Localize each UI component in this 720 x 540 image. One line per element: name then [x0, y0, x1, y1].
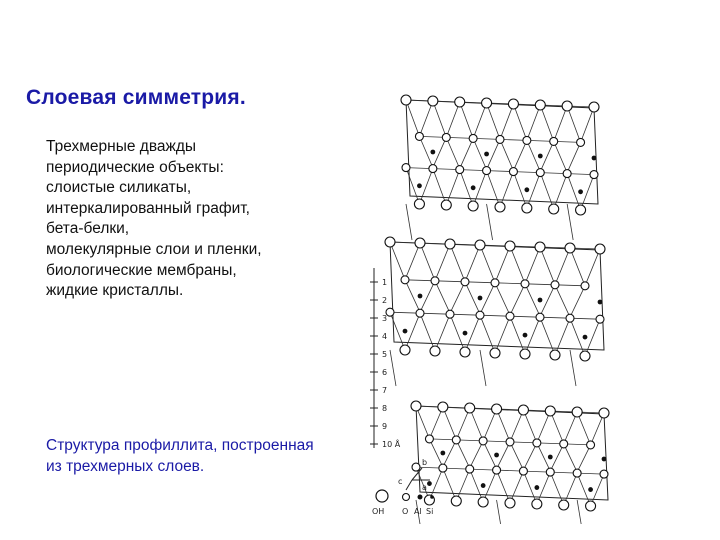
interlayer-bond — [497, 500, 503, 524]
atom-oxygen — [475, 240, 485, 250]
atom-cation — [598, 300, 603, 305]
bond — [585, 249, 600, 286]
scale-tick-label: 3 — [382, 314, 388, 323]
atom-oxygen — [506, 312, 514, 320]
atom-oxygen — [412, 463, 420, 471]
scale-bar — [370, 268, 401, 449]
atom-oxygen — [451, 496, 461, 506]
axis-label-b: b — [422, 458, 428, 467]
atom-oxygen — [505, 498, 515, 508]
atom-oxygen — [414, 199, 424, 209]
atom-cation — [478, 296, 483, 301]
bond — [513, 140, 526, 170]
atom-cation — [583, 335, 588, 340]
atom-oxygen — [476, 311, 484, 319]
atom-oxygen — [521, 280, 529, 288]
atom-cation — [494, 453, 499, 458]
bond — [540, 317, 555, 355]
bond — [446, 137, 459, 168]
atom-oxygen — [460, 347, 470, 357]
atom-oxygen — [595, 244, 605, 254]
atom-oxygen — [546, 468, 554, 476]
legend-oh-icon — [376, 490, 388, 502]
atom-cation — [440, 451, 445, 456]
atom-oxygen — [479, 437, 487, 445]
atom-oxygen — [590, 171, 598, 179]
atom-oxygen — [400, 345, 410, 355]
atom-oxygen — [589, 102, 599, 112]
atom-cation — [548, 455, 553, 460]
atom-oxygen — [431, 277, 439, 285]
atom-oxygen — [430, 346, 440, 356]
atom-oxygen — [452, 436, 460, 444]
legend-label-oh: OH — [372, 507, 385, 516]
atom-oxygen — [535, 100, 545, 110]
bond — [465, 245, 480, 282]
interlayer-bond — [480, 350, 486, 386]
atom-oxygen — [505, 241, 515, 251]
atom-oxygen — [545, 406, 555, 416]
atom-oxygen — [445, 239, 455, 249]
bond — [510, 442, 523, 470]
bond — [567, 106, 580, 142]
atom-cation — [534, 485, 539, 490]
atom-oxygen — [415, 132, 423, 140]
bond — [540, 105, 553, 141]
atom-oxygen — [576, 205, 586, 215]
atom-oxygen — [466, 465, 474, 473]
bond — [473, 103, 486, 138]
atom-oxygen — [559, 500, 569, 510]
atom-oxygen — [429, 165, 437, 173]
bond — [480, 245, 495, 283]
bond — [446, 102, 459, 137]
interlayer-bond — [487, 204, 493, 240]
object-list — [46, 137, 366, 302]
caption-line: Структура профиллита, построенная — [46, 437, 314, 454]
atom-oxygen — [549, 204, 559, 214]
legend-label-si: Si — [426, 507, 434, 516]
atom-cation — [524, 187, 529, 192]
bond — [500, 104, 513, 139]
structure-layers — [385, 95, 609, 524]
atom-oxygen — [386, 308, 394, 316]
atom-oxygen — [401, 276, 409, 284]
atom-oxygen — [491, 279, 499, 287]
bond — [540, 247, 555, 285]
atom-cation — [538, 154, 543, 159]
atom-oxygen — [523, 136, 531, 144]
bond — [513, 104, 526, 140]
scale-tick-label: 8 — [382, 404, 388, 413]
bond — [525, 247, 540, 284]
atom-oxygen — [532, 499, 542, 509]
atom-oxygen — [415, 238, 425, 248]
atom-oxygen — [586, 501, 596, 511]
atom-oxygen — [560, 440, 568, 448]
atom-oxygen — [456, 166, 464, 174]
bond — [420, 313, 435, 351]
bond — [420, 243, 435, 281]
atom-oxygen — [509, 168, 517, 176]
bond — [460, 102, 473, 138]
atom-oxygen — [496, 135, 504, 143]
atom-cation — [578, 189, 583, 194]
atom-oxygen — [572, 407, 582, 417]
bond — [433, 101, 446, 137]
atom-oxygen — [580, 351, 590, 361]
atom-oxygen — [596, 315, 604, 323]
atom-cation — [481, 483, 486, 488]
interlayer-bond — [577, 500, 583, 524]
atom-oxygen — [495, 202, 505, 212]
atom-oxygen — [520, 349, 530, 359]
bond — [510, 284, 525, 315]
atom-oxygen — [442, 133, 450, 141]
atom-oxygen — [562, 101, 572, 111]
bond — [435, 281, 450, 313]
atom-cation — [417, 183, 422, 188]
scale-tick-label: 6 — [382, 368, 388, 377]
atom-oxygen — [493, 466, 501, 474]
bond — [527, 105, 540, 140]
scale-tick-label: 9 — [382, 422, 388, 431]
crystal-structure-figure — [360, 92, 690, 524]
atom-oxygen — [385, 237, 395, 247]
atom-cation — [403, 329, 408, 334]
atom-oxygen — [401, 95, 411, 105]
atom-oxygen — [506, 438, 514, 446]
slide-title: Слоевая симметрия. — [26, 86, 246, 109]
atom-oxygen — [411, 401, 421, 411]
bond — [460, 138, 473, 168]
atom-oxygen — [492, 404, 502, 414]
legend-al-icon — [418, 495, 423, 500]
scale-tick-label: 1 — [382, 278, 388, 287]
bond — [540, 173, 553, 209]
bond — [419, 101, 432, 136]
atom-oxygen — [482, 98, 492, 108]
atom-oxygen — [508, 99, 518, 109]
atom-cation — [471, 185, 476, 190]
atom-oxygen — [536, 169, 544, 177]
atom-oxygen — [577, 138, 585, 146]
atom-cation — [484, 152, 489, 157]
atom-oxygen — [563, 170, 571, 178]
atom-oxygen — [519, 467, 527, 475]
bond — [500, 139, 513, 170]
list-line: интеркалированный графит, — [46, 199, 250, 217]
atom-oxygen — [441, 200, 451, 210]
atom-oxygen — [465, 403, 475, 413]
bond — [500, 172, 513, 207]
bond — [554, 141, 567, 172]
list-line: молекулярные слои и пленки, — [46, 240, 262, 258]
list-line: жидкие кристаллы. — [46, 282, 184, 300]
bond — [577, 445, 590, 472]
bond — [487, 103, 500, 139]
atom-oxygen — [587, 441, 595, 449]
atom-oxygen — [461, 278, 469, 286]
scale-tick-label: 7 — [382, 386, 388, 395]
bond — [390, 242, 405, 280]
atom-oxygen — [439, 464, 447, 472]
bond — [523, 443, 536, 470]
scale-tick-label: 4 — [382, 332, 388, 341]
list-line: периодические объекты: — [46, 158, 224, 176]
atom-legend — [372, 490, 434, 516]
bond — [495, 316, 510, 353]
bond — [495, 283, 510, 315]
scale-tick-label: 5 — [382, 350, 388, 359]
atom-oxygen — [550, 137, 558, 145]
bond — [554, 106, 567, 141]
atom-oxygen — [522, 203, 532, 213]
interlayer-bond — [406, 204, 412, 240]
atom-oxygen — [566, 314, 574, 322]
figure-caption — [46, 436, 376, 477]
atom-oxygen — [416, 309, 424, 317]
list-line: Трехмерные дважды — [46, 138, 197, 155]
bond — [487, 171, 500, 207]
legend-o-icon — [403, 494, 410, 501]
atom-cation — [523, 333, 528, 338]
atom-cation — [588, 487, 593, 492]
bond — [450, 244, 465, 282]
atom-oxygen — [468, 201, 478, 211]
atom-oxygen — [490, 348, 500, 358]
atom-cation — [592, 156, 597, 161]
atom-oxygen — [535, 242, 545, 252]
bond — [495, 246, 510, 283]
legend-label-al: Al — [414, 507, 422, 516]
bond — [555, 318, 570, 355]
caption-line: из трехмерных слоев. — [46, 457, 205, 475]
atom-oxygen — [402, 164, 410, 172]
legend-label-o: O — [402, 507, 409, 516]
bond — [405, 243, 420, 280]
atom-oxygen — [455, 97, 465, 107]
atom-oxygen — [573, 469, 581, 477]
list-line: слоистые силикаты, — [46, 179, 192, 197]
bond — [406, 100, 419, 136]
bond — [433, 169, 446, 205]
atom-cation — [463, 331, 468, 336]
atom-oxygen — [483, 167, 491, 175]
atom-oxygen — [550, 350, 560, 360]
atom-oxygen — [536, 313, 544, 321]
bond — [555, 285, 570, 317]
atom-oxygen — [428, 96, 438, 106]
bond — [510, 246, 525, 284]
bond — [456, 440, 469, 468]
bond — [450, 282, 465, 313]
interlayer-bond — [570, 350, 576, 386]
legend-si-icon — [430, 495, 434, 499]
atom-cation — [538, 298, 543, 303]
scale-tick-label: 10 Å — [382, 440, 401, 449]
atom-oxygen — [478, 497, 488, 507]
atom-oxygen — [581, 282, 589, 290]
atom-cation — [430, 150, 435, 155]
atom-oxygen — [551, 281, 559, 289]
atom-oxygen — [600, 470, 608, 478]
bond — [446, 170, 459, 205]
interlayer-bond — [390, 350, 396, 386]
bond — [570, 248, 585, 286]
bond — [435, 314, 450, 351]
atom-oxygen — [438, 402, 448, 412]
atom-oxygen — [446, 310, 454, 318]
atom-oxygen — [565, 243, 575, 253]
atom-oxygen — [469, 134, 477, 142]
bond — [554, 174, 567, 209]
bond — [470, 441, 483, 468]
axis-label-a: a — [422, 483, 427, 492]
bond — [564, 444, 577, 472]
bond — [570, 286, 585, 317]
scale-tick-label: 2 — [382, 296, 388, 305]
bond — [581, 107, 594, 142]
interlayer-bond — [567, 204, 573, 240]
bond — [480, 315, 495, 353]
atom-cation — [427, 481, 432, 486]
list-line: биологические мембраны, — [46, 261, 237, 279]
list-line: бета-белки, — [46, 220, 130, 238]
atom-oxygen — [425, 435, 433, 443]
atom-oxygen — [599, 408, 609, 418]
atom-cation — [418, 294, 423, 299]
atom-oxygen — [533, 439, 541, 447]
bond — [555, 248, 570, 285]
atom-oxygen — [518, 405, 528, 415]
bond — [435, 244, 450, 281]
axis-label-c: c — [398, 477, 403, 486]
atom-cation — [602, 457, 607, 462]
bond — [567, 142, 580, 172]
